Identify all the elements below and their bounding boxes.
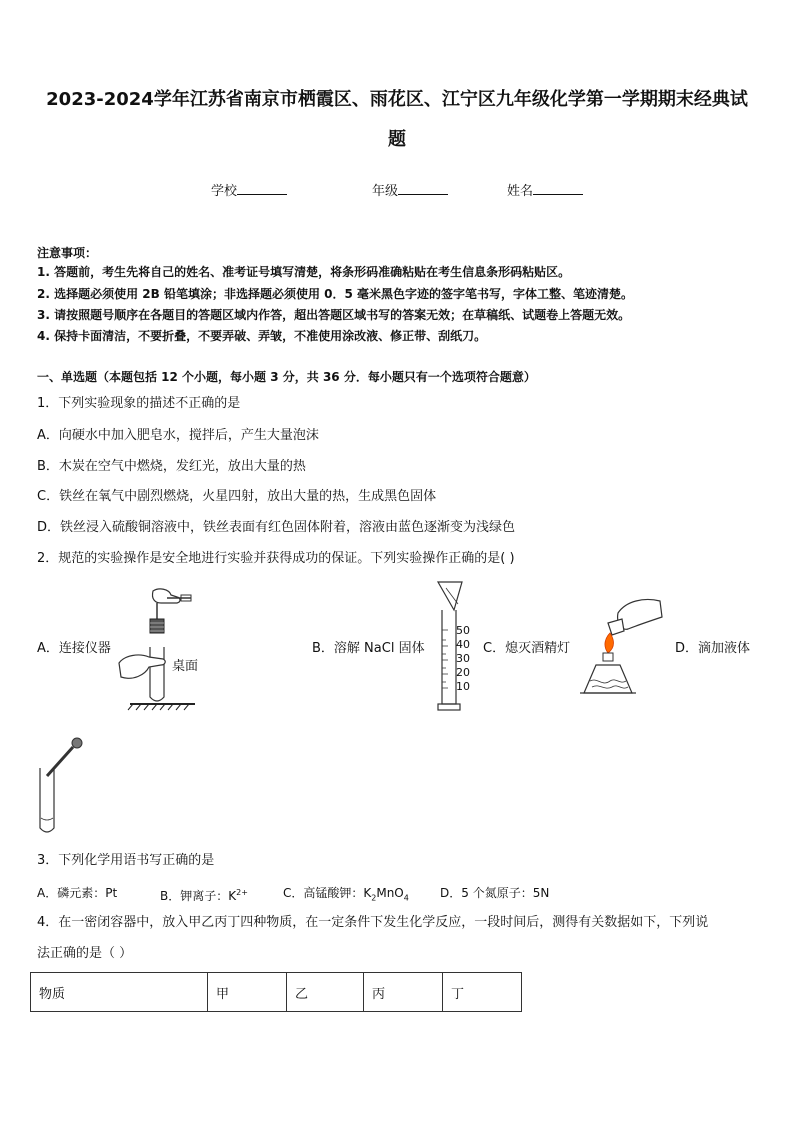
q3-c-sub2: 4 bbox=[403, 893, 409, 903]
note-item: 4. 保持卡面清洁，不要折叠，不要弄破、弄皱，不准使用涂改液、修正带、刮纸刀。 bbox=[37, 329, 487, 343]
q2-option-b: B．溶解 NaCl 固体 bbox=[312, 641, 425, 656]
q2-option-a: A．连接仪器 bbox=[37, 641, 111, 656]
q2-option-c: C．熄灭酒精灯 bbox=[483, 641, 571, 656]
name-blank[interactable] bbox=[533, 180, 583, 195]
q4-stem-line1: 4．在一密闭容器中，放入甲乙丙丁四种物质，在一定条件下发生化学反应，一段时间后，测得有关数据如下，下列说 bbox=[37, 915, 709, 930]
scale-mark: 50 bbox=[456, 624, 470, 637]
q3-b-text: B．钾离子：K bbox=[160, 889, 237, 903]
grade-label: 年级 bbox=[372, 184, 399, 199]
notes-heading: 注意事项： bbox=[37, 246, 98, 260]
cylinder-scale bbox=[456, 624, 470, 694]
q1-stem: 1．下列实验现象的描述不正确的是 bbox=[37, 396, 241, 411]
alcohol-lamp-illustration bbox=[578, 595, 668, 700]
q2-option-d: D．滴加液体 bbox=[675, 641, 751, 656]
q1-option-b: B．木炭在空气中燃烧，发红光，放出大量的热 bbox=[37, 459, 306, 474]
school-label: 学校 bbox=[211, 184, 238, 199]
table-cell: 甲 bbox=[208, 973, 287, 1012]
scale-mark: 40 bbox=[456, 638, 470, 651]
grade-field bbox=[372, 180, 448, 202]
table-cell: 乙 bbox=[287, 973, 364, 1012]
name-label: 姓名 bbox=[507, 184, 534, 199]
table-cell: 丁 bbox=[443, 973, 522, 1012]
q3-c-text: C．高锰酸钾：K bbox=[283, 886, 372, 900]
school-blank[interactable] bbox=[237, 180, 287, 195]
school-field bbox=[211, 180, 287, 202]
scale-mark: 20 bbox=[456, 666, 470, 679]
desk-label: 桌面 bbox=[172, 659, 199, 674]
table-cell: 丙 bbox=[364, 973, 443, 1012]
q3-stem: 3．下列化学用语书写正确的是 bbox=[37, 853, 215, 868]
q1-option-c: C．铁丝在氧气中剧烈燃烧，火星四射，放出大量的热，生成黑色固体 bbox=[37, 489, 437, 504]
q3-b-sup: 2+ bbox=[236, 888, 248, 897]
q1-option-d: D．铁丝浸入硫酸铜溶液中，铁丝表面有红色固体附着，溶液由蓝色逐渐变为浅绿色 bbox=[37, 520, 516, 535]
q3-c-mid: MnO bbox=[376, 886, 404, 900]
dropper-testtube-illustration bbox=[35, 736, 85, 836]
scale-mark: 10 bbox=[456, 680, 470, 693]
section-heading: 一、单选题（本题包括 12 个小题，每小题 3 分，共 36 分．每小题只有一个选项符合题意） bbox=[37, 370, 536, 384]
note-item: 2. 选择题必须使用 2B 铅笔填涂；非选择题必须使用 0．5 毫米黑色字迹的签字笔书写，字体工整、笔迹清楚。 bbox=[37, 287, 633, 301]
q1-option-a: A．向硬水中加入肥皂水，搅拌后，产生大量泡沫 bbox=[37, 428, 319, 443]
q3-option-d: D．5 个氮原子：5N bbox=[440, 886, 550, 900]
q2-stem: 2．规范的实验操作是安全地进行实验并获得成功的保证。下列实验操作正确的是( ) bbox=[37, 551, 515, 566]
connect-apparatus-illustration bbox=[115, 585, 205, 715]
q4-data-table bbox=[30, 972, 522, 1012]
q4-stem-line2: 法正确的是（ ） bbox=[37, 946, 133, 961]
note-item: 3. 请按照题号顺序在各题目的答题区域内作答，超出答题区域书写的答案无效；在草稿纸、试题卷上答题无效。 bbox=[37, 308, 631, 322]
q3-option-b bbox=[160, 884, 248, 905]
grade-blank[interactable] bbox=[398, 180, 448, 195]
scale-mark: 30 bbox=[456, 652, 470, 665]
q3-option-a: A．磷元素：Pt bbox=[37, 886, 118, 900]
table-cell: 物质 bbox=[31, 973, 208, 1012]
exam-title-line1: 2023-2024学年江苏省南京市栖霞区、雨花区、江宁区九年级化学第一学期期末经典试 bbox=[46, 89, 748, 110]
q3-option-c bbox=[283, 884, 409, 907]
name-field bbox=[507, 180, 583, 202]
q3-c-sub1: 2 bbox=[371, 893, 377, 903]
table-row bbox=[31, 973, 522, 1012]
exam-title-line2: 题 bbox=[388, 129, 406, 150]
note-item: 1. 答题前，考生先将自己的姓名、准考证号填写清楚，将条形码准确粘贴在考生信息条形码粘贴区。 bbox=[37, 265, 571, 279]
